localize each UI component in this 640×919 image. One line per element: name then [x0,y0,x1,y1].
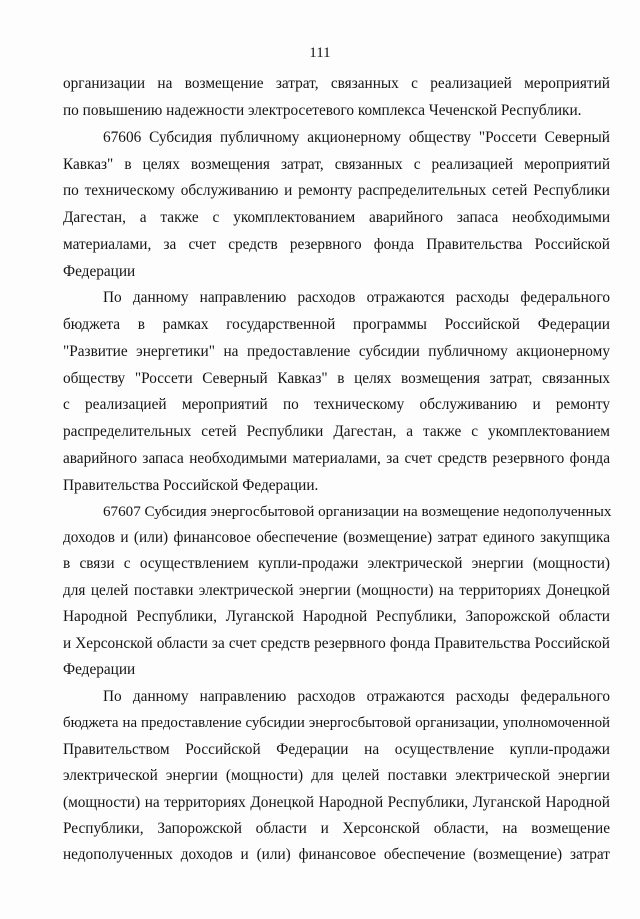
text-line: Федерации [63,263,136,280]
text-line: распределительных сетей Республики Дагестан, а также с укомплектованием [63,423,610,440]
text-line: по повышению надежности электросетевого комплекса Чеченской Республики. [63,102,582,119]
text-line: по техническому обслуживанию и ремонту распределительных сетей Республики [63,182,610,199]
text-line: бюджета в рамках государственной программы Российской Федерации [63,316,610,333]
text-line: электрической энергии (мощности) для целей поставки электрической энергии [63,767,610,784]
text-line: Дагестан, а также с укомплектованием аварийного запаса необходимыми [63,209,610,226]
page-number: 111 [309,45,331,61]
text-line: Федерации [63,661,136,678]
text-line: и Херсонской области за счет средств резервного фонда Правительства Российской [63,635,610,652]
text-line: организации на возмещение затрат, связанных с реализацией мероприятий [63,75,610,92]
text-line: Народной Республики, Луганской Народной Республики, Запорожской области [63,608,610,625]
text-line: 67607 Субсидия энергосбытовой организации на возмещение недополученных [103,504,612,520]
text-line: По данному направлению расходов отражаются расходы федерального [103,289,610,306]
text-line: обществу "Россети Северный Кавказ" в целях возмещения затрат, связанных [63,370,610,387]
text-line: материалами, за счет средств резервного фонда Правительства Российской [63,236,610,253]
text-line: недополученных доходов и (или) финансовое обеспечение (возмещение) затрат [63,846,610,863]
text-line: доходов и (или) финансовое обеспечение (возмещение) затрат единого закупщика [63,529,610,546]
text-line: Правительством Российской Федерации на осуществление купли-продажи [63,741,610,758]
text-line: По данному направлению расходов отражаются расходы федерального [103,688,610,705]
text-line: 67606 Субсидия публичному акционерному обществу "Россети Северный [103,129,610,146]
text-line: для целей поставки электрической энергии (мощности) на территориях Донецкой [63,582,610,599]
text-line: Правительства Российской Федерации. [63,477,319,494]
text-line: аварийного запаса необходимыми материалами, за счет средств резервного фонда [63,450,610,467]
text-line: с реализацией мероприятий по техническому обслуживанию и ремонту [63,396,610,413]
text-line: "Развитие энергетики" на предоставление субсидии публичному акционерному [63,343,610,360]
text-line: Кавказ" в целях возмещения затрат, связанных с реализацией мероприятий [63,156,610,173]
text-line: в связи с осуществлением купли-продажи электрической энергии (мощности) [63,555,610,572]
text-line: Республики, Запорожской области и Херсонской области, на возмещение [63,820,610,837]
text-line: бюджета на предоставление субсидии энергосбытовой организации, уполномоченной [63,715,610,731]
text-line: (мощности) на территориях Донецкой Народной Республики, Луганской Народной [63,794,610,811]
